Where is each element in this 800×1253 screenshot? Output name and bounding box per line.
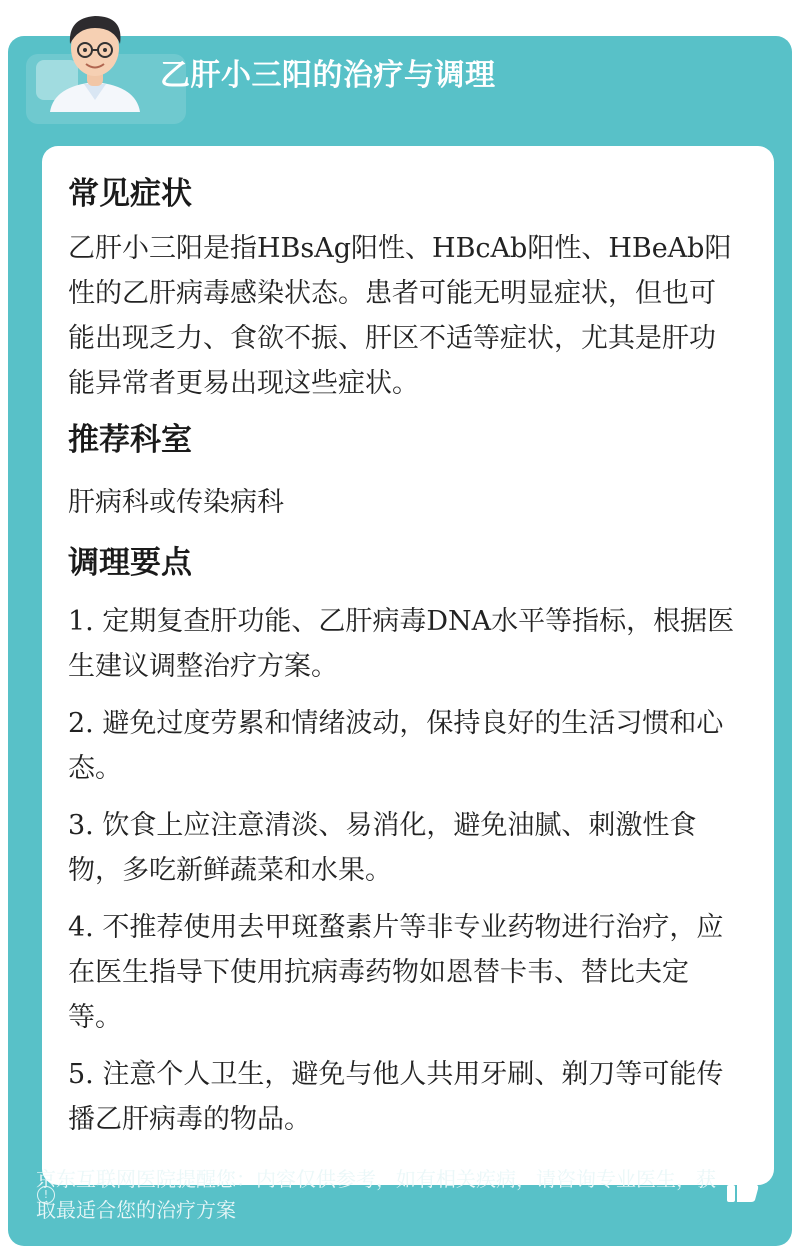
symptoms-text: 乙肝小三阳是指HBsAg阳性、HBcAb阳性、HBeAb阳性的乙肝病毒感染状态。患者可能无明显症状，但也可能出现乏力、食欲不振、肝区不适等症状，尤其是肝功能异常者更易出现这些症状。 (68, 233, 732, 399)
tips-list (68, 599, 738, 1142)
content-body (68, 172, 738, 1154)
article-frame (8, 36, 792, 1246)
content-card (42, 146, 774, 1185)
section-heading-symptoms: 常见症状 (68, 176, 192, 212)
tip-item: 4. 不推荐使用去甲斑蝥素片等非专业药物进行治疗，应在医生指导下使用抗病毒药物如恩替卡韦、替比夫定等。 (68, 912, 724, 1033)
tip-item: 2. 避免过度劳累和情绪波动，保持良好的生活习惯和心态。 (68, 708, 724, 784)
info-icon: ! (37, 1186, 55, 1204)
tip-item: 3. 饮食上应注意清淡、易消化，避免油腻、刺激性食物，多吃新鲜蔬菜和水果。 (68, 810, 697, 886)
tip-item: 1. 定期复查肝功能、乙肝病毒DNA水平等指标，根据医生建议调整治疗方案。 (68, 606, 735, 682)
tip-item: 5. 注意个人卫生，避免与他人共用牙刷、剃刀等可能传播乙肝病毒的物品。 (68, 1059, 724, 1135)
disclaimer-text: 京东互联网医院提醒您：内容仅供参考，如有相关疾病，请咨询专业医生，获取最适合您的治疗方案 (36, 1167, 716, 1222)
section-heading-tips: 调理要点 (68, 545, 192, 581)
section-heading-department: 推荐科室 (68, 422, 192, 458)
department-text: 肝病科或传染病科 (68, 487, 284, 518)
page-title: 乙肝小三阳的治疗与调理 (160, 58, 496, 93)
thumbs-up-icon[interactable] (724, 1170, 760, 1206)
doctor-avatar (40, 8, 150, 112)
